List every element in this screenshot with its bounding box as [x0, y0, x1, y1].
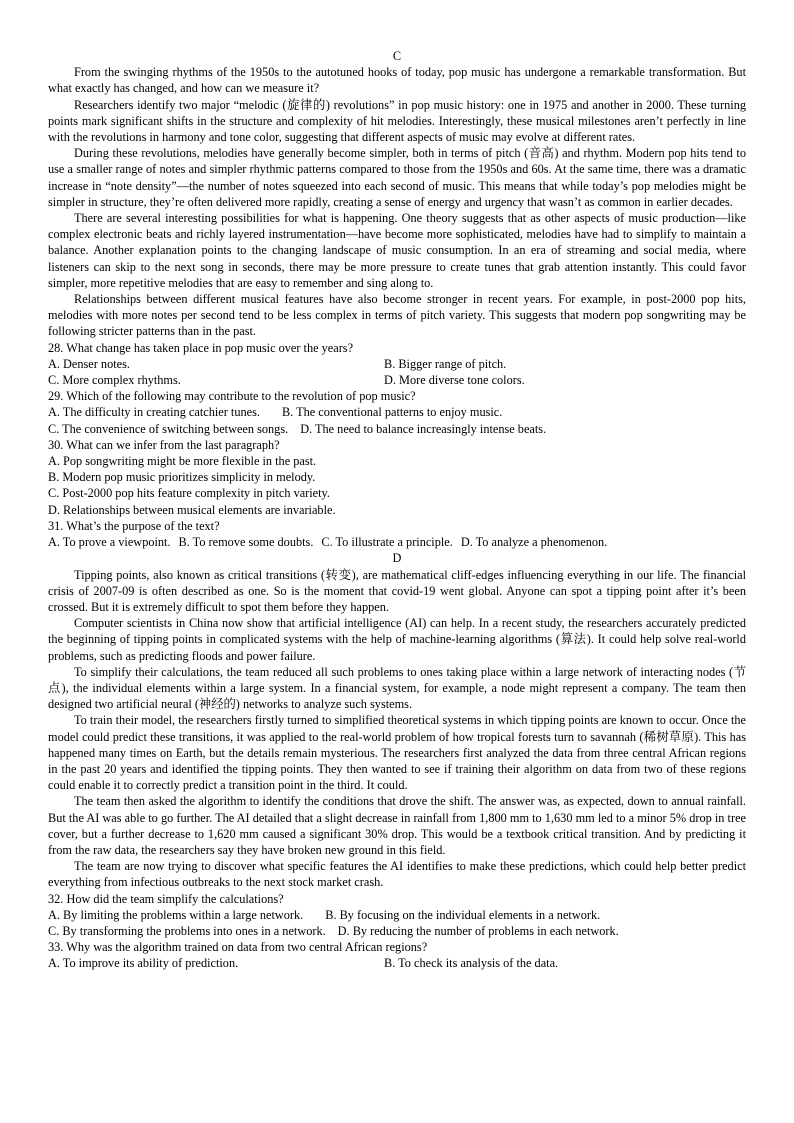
section-d-paragraph-1: Tipping points, also known as critical transitions (转变), are mathematical cliff-edges influencing everything in our life. The financial crisis of 2007-09 is often described as one. So is the moment that covid-19 went global. Anyone can spot a tipping point after it’s been crossed. But it is extremely difficult to spot them before they happen.	[48, 567, 746, 614]
question-30-stem: 30. What can we infer from the last paragraph?	[48, 437, 280, 452]
question-33-option-b[interactable]: B. To check its analysis of the data.	[384, 956, 559, 971]
question-29-option-b[interactable]: B. The conventional patterns to enjoy music.	[281, 405, 503, 420]
question-29-stem: 29. Which of the following may contribute to the revolution of pop music?	[48, 389, 416, 404]
question-31-option-a[interactable]: A. To prove a viewpoint.	[48, 535, 171, 550]
question-29-option-a[interactable]: A. The difficulty in creating catchier tunes.	[48, 405, 260, 420]
question-32-option-b[interactable]: B. By focusing on the individual elements in a network.	[325, 907, 601, 922]
section-c-title: C	[392, 49, 402, 63]
section-d-paragraph-2: Computer scientists in China now show that artificial intelligence (AI) can help. In a recent study, the researchers accurately predicted the beginning of tipping points in complicated systems with the help of machine-learning algorithms (算法). It could help solve real-world problems, such as predicting floods and power failure.	[48, 616, 746, 663]
question-31-option-d[interactable]: D. To analyze a phenomenon.	[460, 535, 608, 550]
section-c-paragraph-2: Researchers identify two major “melodic (旋律的) revolutions” in pop music history: one in 1975 and another in 2000. These turning points mark significant shifts in the structure and complexity of hit melodies. Interestingly, these musical milestones aren’t perfectly in line with the revolutions in harmony and tone color, suggesting that different aspects of music may evolve at different rates.	[48, 97, 746, 145]
section-d-paragraph-3: To simplify their calculations, the team reduced all such problems to ones taking place within a large network of interacting nodes (节点), the individual elements within a large system. In a financial system, for example, a node might represent a company. The team then designed two artificial neural (神经的) networks to analyze such systems.	[48, 664, 746, 712]
question-32-options-row-1	[48, 907, 746, 923]
question-32-option-c[interactable]: C. By transforming the problems into ones in a network.	[48, 923, 326, 938]
question-28-options	[48, 356, 746, 388]
question-29-option-d[interactable]: D. The need to balance increasingly intense beats.	[300, 421, 547, 436]
question-30-option-c[interactable]: C. Post-2000 pop hits feature complexity in pitch variety.	[48, 486, 330, 501]
question-28-option-c[interactable]: C. More complex rhythms.	[48, 373, 181, 388]
section-c-paragraph-4: There are several interesting possibilities for what is happening. One theory suggests that as other aspects of music production—like complex electronic beats and richly layered instrumentation—have become more sophisticated, melodies have had to simplify to maintain a balance. Another explanation points to the changing landscape of music consumption. In an era of streaming and social media, where listeners can skip to the next song in seconds, there may be more pressure to create tunes that grab attention instantly. This could favor simpler, more repetitive melodies that are easy to remember and sing along to.	[48, 211, 746, 290]
question-29-option-c[interactable]: C. The convenience of switching between songs.	[48, 421, 289, 436]
question-31-options-row	[48, 534, 746, 550]
question-28-option-b[interactable]: B. Bigger range of pitch.	[384, 356, 507, 371]
question-29-options-row-2	[48, 421, 746, 437]
question-31-option-c[interactable]: C. To illustrate a principle.	[321, 535, 453, 550]
question-30-option-b[interactable]: B. Modern pop music prioritizes simplicity in melody.	[48, 470, 316, 485]
question-32-option-a[interactable]: A. By limiting the problems within a large network.	[48, 907, 304, 922]
question-30-option-d[interactable]: D. Relationships between musical elements are invariable.	[48, 502, 336, 517]
question-30-option-a[interactable]: A. Pop songwriting might be more flexible in the past.	[48, 454, 317, 469]
question-32-option-d[interactable]: D. By reducing the number of problems in each network.	[337, 923, 619, 938]
section-d-paragraph-5: The team then asked the algorithm to identify the conditions that drove the shift. The answer was, as expected, down to annual rainfall. But the AI was able to go further. The AI detailed that a slight decrease in rainfall from 1,800 mm to 1,630 mm led to a minor 5% drop in tree cover, but a further decrease to 1,620 mm caused a significant 30% drop. This would be a textbook critical transition. And by predicting it from the raw data, the researchers say they have broken new ground in this field.	[48, 794, 746, 857]
question-33-option-a[interactable]: A. To improve its ability of prediction.	[48, 956, 239, 971]
question-33-stem: 33. Why was the algorithm trained on data from two central African regions?	[48, 940, 428, 955]
exam-page	[48, 48, 746, 972]
question-29-options-row-1	[48, 404, 746, 420]
question-31-stem: 31. What’s the purpose of the text?	[48, 518, 220, 533]
section-c-paragraph-3: During these revolutions, melodies have generally become simpler, both in terms of pitch (音高) and rhythm. Modern pop hits tend to use a smaller range of notes and simpler rhythmic patterns compared to those from the 1950s and 60s. At the same time, there was a dramatic increase in “note density”—the number of notes squeezed into each second of music. This means that while today’s pop melodies might be simpler in structure, they’re often delivered more rapidly, creating a sense of energy and urgency that wasn’t as common in earlier decades.	[48, 146, 746, 209]
question-33-options	[48, 955, 746, 971]
section-d-paragraph-6: The team are now trying to discover what specific features the AI identifies to make these predictions, which could help better predict everything from infectious outbreaks to the next stock market crash.	[48, 859, 746, 890]
section-d-paragraph-4: To train their model, the researchers firstly turned to simplified theoretical systems in which tipping points are known to occur. Once the model could predict these transitions, it was applied to the real-world problem of how tropical forests turn to savannah (稀树草原). This has happened many times on Earth, but the details remain mysterious. The researchers first analyzed the data from three central African regions in the past 20 years and identified the tipping points. They then wanted to see if training their algorithm on data from two of these regions could enable it to correctly predict a transition point in the third. It could.	[48, 713, 746, 793]
question-32-options-row-2	[48, 923, 746, 939]
section-d-title: D	[392, 551, 402, 566]
question-28-option-d[interactable]: D. More diverse tone colors.	[384, 373, 525, 388]
section-c-paragraph-5: Relationships between different musical features have also become stronger in recent years. For example, in post-2000 pop hits, melodies with more notes per second tend to be less complex in terms of pitch variety. This suggests that modern pop songwriting may be following stricter patterns than in the past.	[48, 292, 746, 339]
question-31-option-b[interactable]: B. To remove some doubts.	[178, 535, 314, 550]
question-28-option-a[interactable]: A. Denser notes.	[48, 356, 130, 371]
section-c-paragraph-1: From the swinging rhythms of the 1950s to the autotuned hooks of today, pop music has undergone a remarkable transformation. But what exactly has changed, and how can we measure it?	[48, 65, 746, 96]
question-32-stem: 32. How did the team simplify the calculations?	[48, 891, 284, 906]
question-28-stem: 28. What change has taken place in pop music over the years?	[48, 340, 354, 355]
